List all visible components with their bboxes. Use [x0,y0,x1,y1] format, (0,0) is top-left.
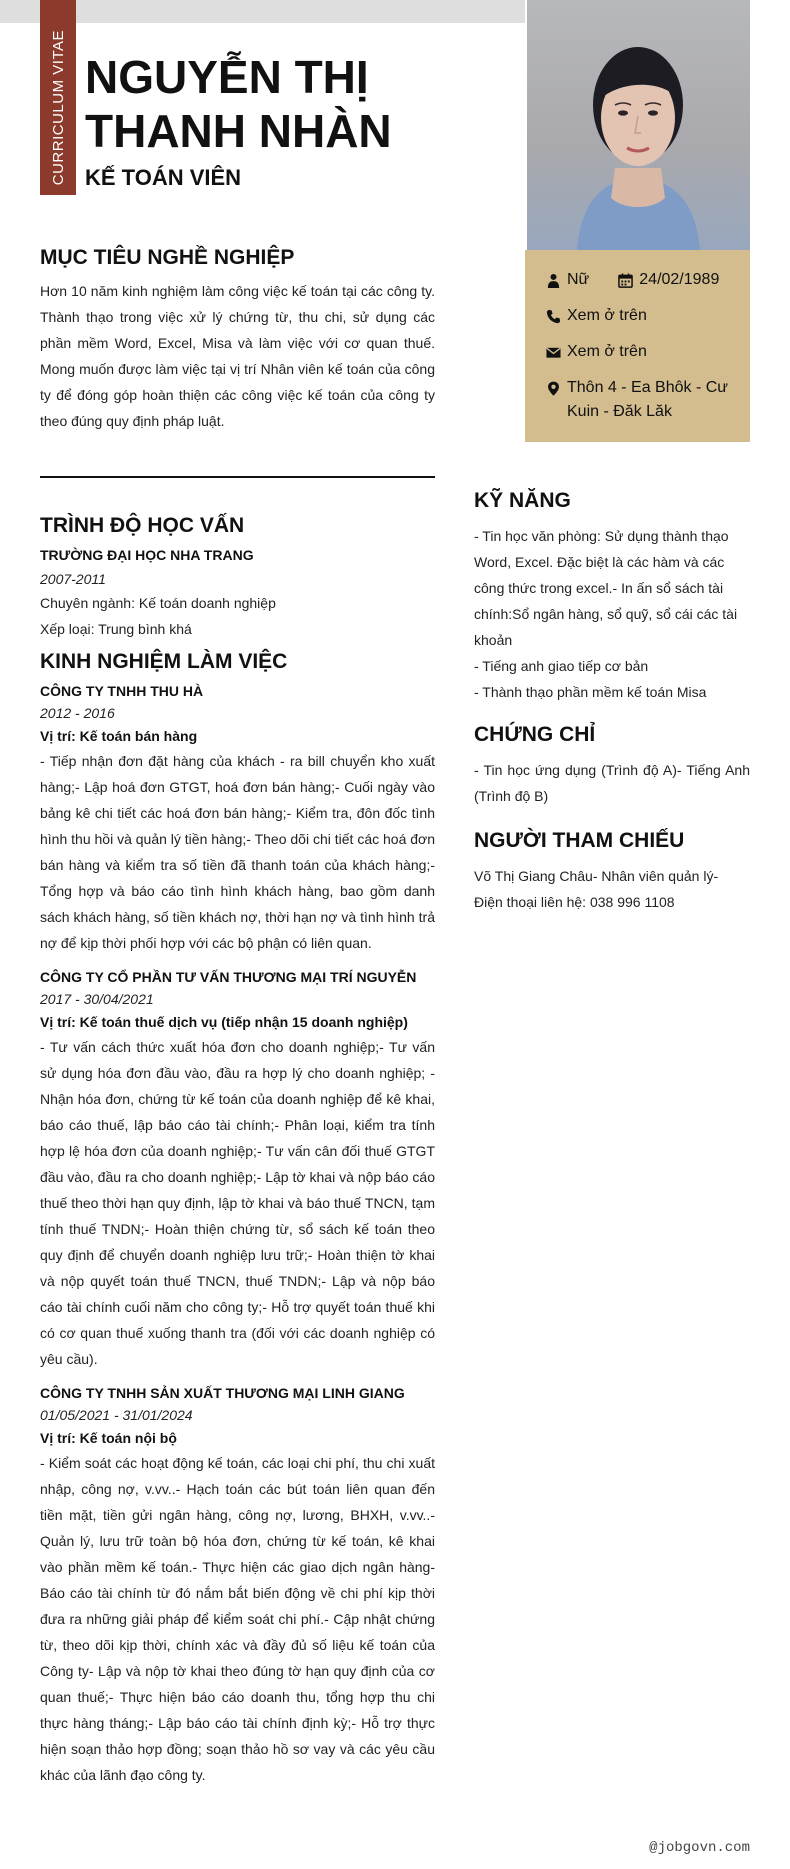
experience-description: - Tiếp nhận đơn đặt hàng của khách - ra bill chuyển kho xuất hàng;- Lập hoá đơn GTGT, hoá đơn bán hàng;- Cuối ngày vào bảng kê chi tiết các hoá đơn bán hàng;- Kiểm tra, đôn đốc tình hình thu hồi và quản lý tiền hàng;- Theo dõi chi tiết các hoá đơn bán hàng và kiểm tra số tiền đã thanh toán của khách hàng;- Tổng hợp và báo cáo tình hình khách hàng, bao gồm danh sách khách hàng, số tiền khách nợ, thời hạn nợ và tình hình trả nợ để kịp thời phối hợp với các bộ phận có liên quan. [40,753,435,951]
candidate-name [85,50,430,158]
info-row-gender-birthday [545,268,736,292]
site-watermark: @jobgovn.com [649,1840,750,1856]
skill-item: - Tiếng anh giao tiếp cơ bản [474,658,649,674]
experience-position: Vị trí: Kế toán nội bộ [40,1430,177,1446]
experience-item [40,1382,435,1788]
objective-text: Hơn 10 năm kinh nghiệm làm công việc kế toán tại các công ty. Thành thạo trong việc xử lý chứng từ, thu chi, sử dụng các phần mềm Word, Excel, Misa và làm việc với cơ quan thuế. Mong muốn được làm việc tại vị trí Nhân viên kế toán của công ty để đóng góp hoàn thiện các công việc kế toán của công ty theo đúng quy định pháp luật. [40,283,435,429]
education-title: TRÌNH ĐỘ HỌC VẤN [40,514,245,537]
experience-title: KINH NGHIỆM LÀM VIỆC [40,650,288,673]
address-value: Thôn 4 - Ea Bhôk - Cư Kuin - Đăk Lăk [567,379,728,420]
phone-icon [545,304,561,328]
experience-period: 2017 - 30/04/2021 [40,991,154,1007]
info-row-phone [545,304,736,328]
section-divider [40,476,435,478]
gender-value: Nữ [567,271,590,288]
objective-section [40,246,435,434]
name-line-2: THANH NHÀN [85,105,392,157]
email-value: Xem ở trên [567,343,647,360]
calendar-icon [617,268,633,292]
info-row-email [545,340,736,364]
birthday-value: 24/02/1989 [639,271,720,288]
right-column [474,489,750,915]
envelope-icon [545,340,561,364]
education-period: 2007-2011 [40,571,106,587]
profile-photo [527,0,750,250]
name-line-1: NGUYỄN THỊ [85,51,369,103]
experience-company: CÔNG TY CỔ PHẦN TƯ VẤN THƯƠNG MẠI TRÍ NGUYỄN [40,969,417,985]
experience-description: - Kiểm soát các hoạt động kế toán, các loại chi phí, thu chi xuất nhập, công nợ, v.vv..- Hạch toán các bút toán liên quan đến tiền mặt, tiền gửi ngân hàng, công nợ, lương, BHXH, v.vv..- Quản lý, lưu trữ toàn bộ hóa đơn, chứng từ kế toán, kê khai vào phần mềm kế toán.- Thực hiện các giao dịch ngân hàng- Báo cáo tài chính từ đó nắm bắt biến động về chi phí kịp thời đưa ra những giải pháp để kiểm soát chi phí.- Cập nhật chứng từ, theo dõi kịp thời, chính xác và đầy đủ số liệu kế toán của Công ty- Lập và nộp tờ khai theo đúng tờ hạn quy định của cơ quan thuế;- Thực hiện báo cáo doanh thu, tổng hợp thu chi thực hàng tháng;- Lập báo cáo tài chính định kỳ;- Hỗ trợ thực hiện soạn thảo hợp đồng; soạn thảo hồ sơ vay và các yêu cầu khác của lãnh đạo công ty. [40,1455,435,1783]
experience-period: 01/05/2021 - 31/01/2024 [40,1407,193,1423]
curriculum-vitae-banner [40,0,76,195]
experience-item [40,680,435,956]
skill-item: - Tin học văn phòng: Sử dụng thành thạo Word, Excel. Đặc biệt là các hàm và các công thức trong excel.- In ấn sổ sách tài chính:Sổ ngân hàng, sổ quỹ, sổ cái các tài khoản [474,528,738,648]
experience-position: Vị trí: Kế toán thuế dịch vụ (tiếp nhận 15 doanh nghiệp) [40,1014,408,1030]
banner-text: CURRICULUM VITAE [49,29,67,186]
certificates-text: - Tin học ứng dụng (Trình độ A)- Tiếng Anh (Trình độ B) [474,762,750,804]
phone-value: Xem ở trên [567,307,647,324]
skills-list [474,523,750,705]
education-school: TRƯỜNG ĐẠI HỌC NHA TRANG [40,547,254,563]
experience-company: CÔNG TY TNHH SẢN XUẤT THƯƠNG MẠI LINH GIANG [40,1385,405,1401]
skill-item: - Thành thạo phần mềm kế toán Misa [474,684,707,700]
education-entry [40,544,435,642]
experience-company: CÔNG TY TNHH THU HÀ [40,683,204,699]
person-icon [545,268,561,292]
portrait-illustration [527,0,750,250]
experience-period: 2012 - 2016 [40,705,115,721]
education-experience-column [40,514,435,1798]
experience-item [40,966,435,1372]
experience-description: - Tư vấn cách thức xuất hóa đơn cho doanh nghiệp;- Tư vấn sử dụng hóa đơn đầu vào, đầu ra hợp lý cho doanh nghiệp; - Nhận hóa đơn, chứng từ kế toán của doanh nghiệp để kê khai, báo cáo thuế, lập báo cáo tài chính;- Phân loại, kiểm tra tính hợp lệ hóa đơn của doanh nghiệp;- Tư vấn cân đối thuế GTGT đầu vào, đầu ra cho doanh nghiệp;- Lập tờ khai và nộp báo cáo thuế theo thời hạn quy định, lập tờ khai và báo thuế TNCN, tạm tính thuế TNDN;- Hoàn thiện chứng từ, sổ sách kế toán theo quy định để chuyển doanh nghiệp lưu trữ;- Hoàn thiện tờ khai và nộp quyết toán thuế TNCN, thuế TNDN;- Lập và nộp báo cáo tài chính cuối năm cho công ty;- Hỗ trợ quyết toán thuế khi có cơ quan thuế xuống thanh tra (đối với các doanh nghiệp có yêu cầu). [40,1039,435,1367]
job-title: KẾ TOÁN VIÊN [85,165,242,190]
references-title: NGƯỜI THAM CHIẾU [474,829,685,852]
map-pin-icon [545,376,561,400]
education-major: Chuyên ngành: Kế toán doanh nghiệp [40,595,276,611]
objective-title: MỤC TIÊU NGHỀ NGHIỆP [40,246,295,269]
references-text: Võ Thị Giang Châu- Nhân viên quản lý- Điện thoại liên hệ: 038 996 1108 [474,868,719,910]
experience-position: Vị trí: Kế toán bán hàng [40,728,198,744]
personal-info-box [525,250,750,442]
top-bar [0,0,525,23]
skills-title: KỸ NĂNG [474,489,571,512]
info-row-address [545,376,736,424]
education-grade: Xếp loại: Trung bình khá [40,621,192,637]
certificates-title: CHỨNG CHỈ [474,723,596,746]
